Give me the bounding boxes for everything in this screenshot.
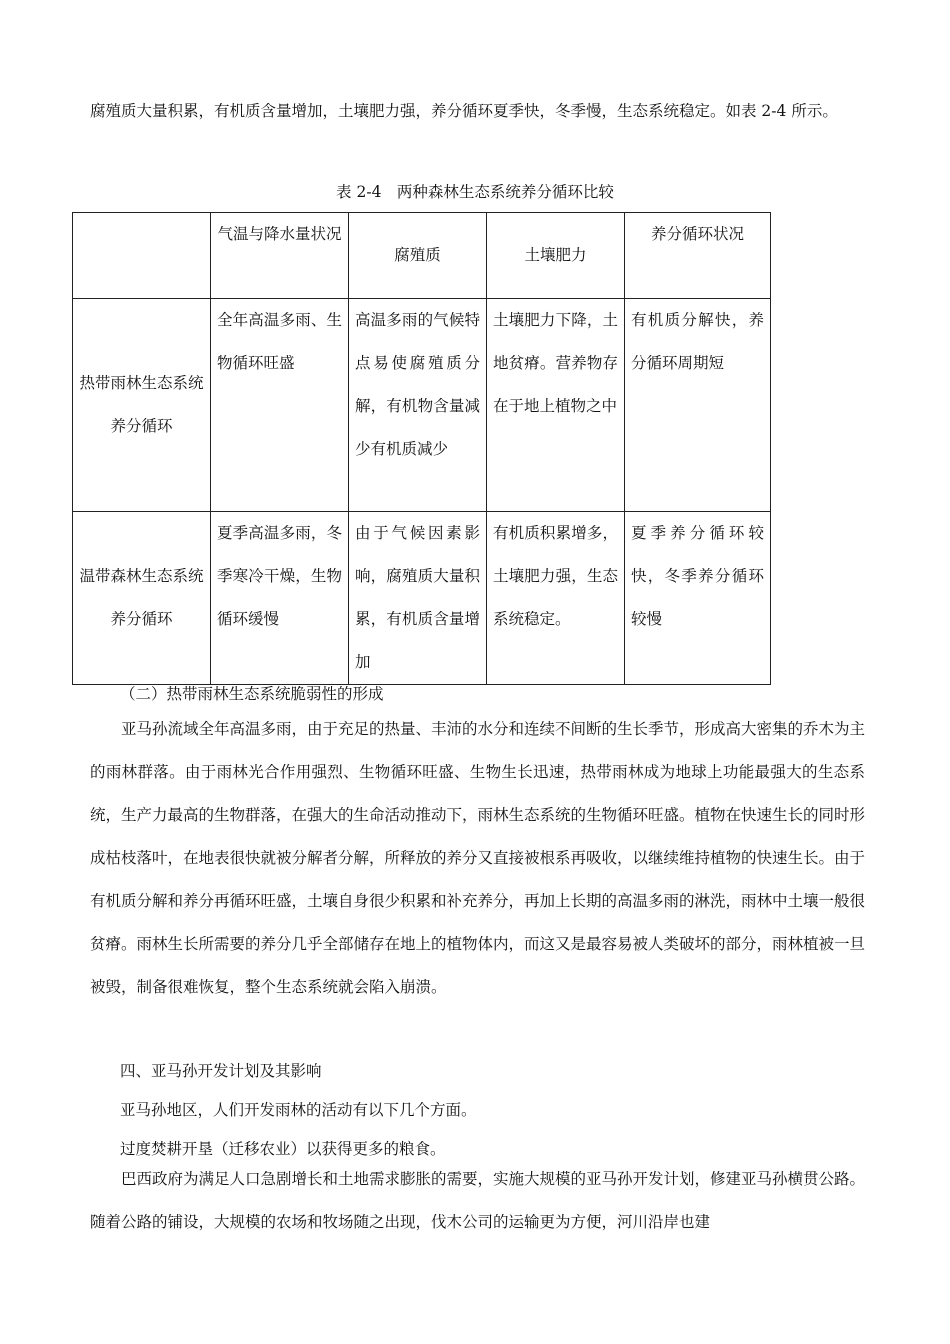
intro-paragraph: 腐殖质大量积累，有机质含量增加，土壤肥力强，养分循环夏季快，冬季慢，生态系统稳定。如表 2-4 所示。 bbox=[90, 102, 838, 120]
table-row bbox=[73, 512, 771, 685]
section-4-heading: 四、亚马孙开发计划及其影响 bbox=[120, 1062, 322, 1080]
table-row-header: 热带雨林生态系统养分循环 bbox=[73, 299, 211, 512]
section-4-paragraph: 巴西政府为满足人口急剧增长和土地需求膨胀的需要，实施大规模的亚马孙开发计划，修建亚马孙横贯公路。随着公路的铺设，大规模的农场和牧场随之出现，伐木公司的运输更为方便，河川沿岸也建 bbox=[90, 1170, 866, 1231]
table-cell: 夏季养分循环较快，冬季养分循环较慢 bbox=[625, 512, 771, 685]
table-row-header: 温带森林生态系统养分循环 bbox=[73, 512, 211, 685]
table-header-row bbox=[73, 213, 771, 299]
table-header-cell bbox=[73, 213, 211, 299]
table-header-cell: 腐殖质 bbox=[349, 213, 487, 299]
comparison-table bbox=[72, 212, 771, 685]
table-cell: 由于气候因素影响，腐殖质大量积累，有机质含量增加 bbox=[349, 512, 487, 685]
table-cell: 全年高温多雨、生物循环旺盛 bbox=[211, 299, 349, 512]
table-cell: 土壤肥力下降，土地贫瘠。营养物存在于地上植物之中 bbox=[487, 299, 625, 512]
section-4-line-1: 亚马孙地区，人们开发雨林的活动有以下几个方面。 bbox=[120, 1101, 477, 1119]
section-4-line-2: 过度焚耕开垦（迁移农业）以获得更多的粮食。 bbox=[120, 1140, 446, 1158]
table-header-cell: 气温与降水量状况 bbox=[211, 213, 349, 299]
section-2-body: 亚马孙流域全年高温多雨，由于充足的热量、丰沛的水分和连续不间断的生长季节，形成高大密集的乔木为主的雨林群落。由于雨林光合作用强烈、生物循环旺盛、生物生长迅速，热带雨林成为地球上功能最强大的生态系统，生产力最高的生物群落，在强大的生命活动推动下，雨林生态系统的生物循环旺盛。植物在快速生长的同时形成枯枝落叶，在地表很快就被分解者分解，所释放的养分又直接被根系再吸收，以继续维持植物的快速生长。由于有机质分解和养分再循环旺盛，土壤自身很少积累和补充养分，再加上长期的高温多雨的淋洗，雨林中土壤一般很贫瘠。雨林生长所需要的养分几乎全部储存在地上的植物体内，而这又是最容易被人类破坏的部分，雨林植被一旦被毁，制备很难恢复，整个生态系统就会陷入崩溃。 bbox=[90, 720, 866, 996]
table-cell: 有机质分解快，养分循环周期短 bbox=[625, 299, 771, 512]
section-2-heading: （二）热带雨林生态系统脆弱性的形成 bbox=[120, 685, 384, 703]
table-cell: 有机质积累增多，土壤肥力强，生态系统稳定。 bbox=[487, 512, 625, 685]
table-cell: 高温多雨的气候特点易使腐殖质分解，有机物含量减少有机质减少 bbox=[349, 299, 487, 512]
table-header-cell: 养分循环状况 bbox=[625, 213, 771, 299]
table-cell: 夏季高温多雨，冬季寒冷干燥，生物循环缓慢 bbox=[211, 512, 349, 685]
table-row bbox=[73, 299, 771, 512]
table-header-cell: 土壤肥力 bbox=[487, 213, 625, 299]
table-caption: 表 2-4 两种森林生态系统养分循环比较 bbox=[336, 183, 614, 201]
